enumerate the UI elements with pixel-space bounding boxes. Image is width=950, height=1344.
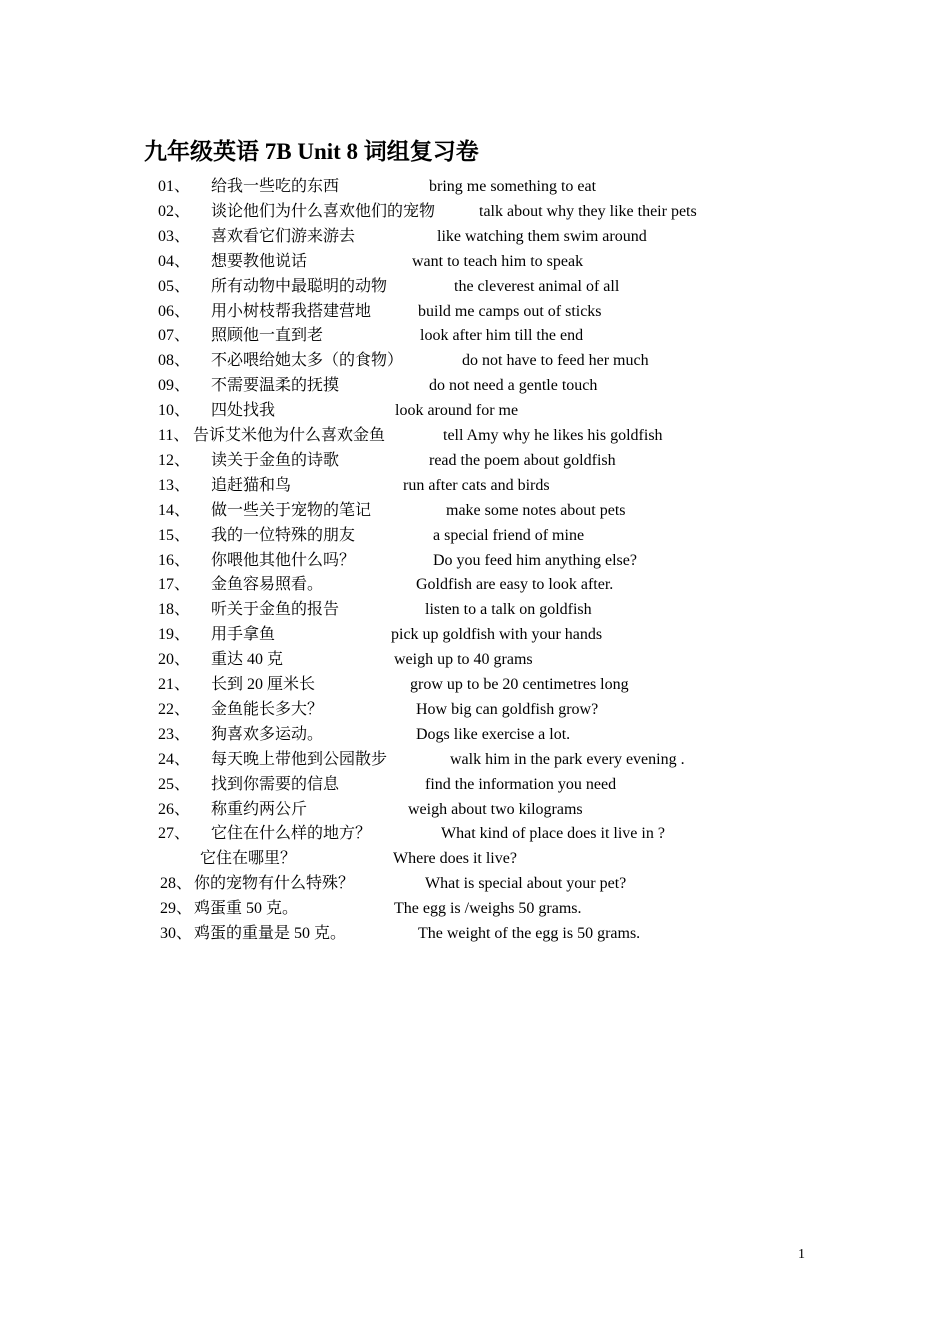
item-number: 30、: [160, 925, 193, 942]
item-number: 05、: [158, 277, 191, 295]
chinese-phrase: 听关于金鱼的报告: [211, 601, 340, 619]
list-item: [0, 299, 950, 324]
list-item: [0, 523, 950, 548]
chinese-phrase: 不需要温柔的抚摸: [211, 377, 340, 395]
item-number: 08、: [158, 352, 191, 370]
list-item: [0, 323, 950, 348]
chinese-phrase: 我的一位特殊的朋友: [211, 526, 356, 544]
item-number: 20、: [158, 651, 191, 669]
english-phrase: Do you feed him anything else?: [433, 551, 637, 569]
english-phrase: like watching them swim around: [437, 227, 647, 245]
item-number: 15、: [158, 526, 191, 544]
list-item: [0, 448, 950, 473]
chinese-phrase: 你的宠物有什么特殊？: [194, 875, 355, 893]
chinese-phrase: 它住在什么样的地方？: [211, 825, 372, 843]
english-phrase: The weight of the egg is 50 grams.: [418, 925, 641, 942]
english-phrase: read the poem about goldfish: [429, 451, 616, 469]
chinese-phrase: 用手拿鱼: [211, 626, 276, 644]
list-item: [0, 821, 950, 846]
chinese-phrase: 找到你需要的信息: [211, 775, 340, 793]
item-number: 29、: [160, 900, 193, 918]
list-item: [0, 423, 950, 448]
item-number: 10、: [158, 402, 191, 420]
list-item: [0, 348, 950, 373]
chinese-phrase: 喜欢看它们游来游去: [211, 227, 356, 245]
chinese-phrase: 金鱼能长多大？: [211, 700, 324, 718]
list-item: [0, 871, 950, 896]
chinese-phrase: 不必喂给她太多（的食物）: [211, 352, 404, 370]
item-number: 23、: [158, 725, 191, 743]
item-number: 12、: [158, 451, 191, 469]
english-phrase: Goldfish are easy to look after.: [416, 576, 614, 594]
chinese-phrase: 追赶猫和鸟: [211, 476, 292, 494]
chinese-phrase: 照顾他一直到老: [211, 327, 324, 345]
list-item: [0, 697, 950, 722]
chinese-phrase: 给我一些吃的东西: [211, 178, 340, 195]
item-number: 24、: [158, 750, 191, 768]
list-item: [0, 249, 950, 274]
list-item: [0, 373, 950, 398]
list-item: [0, 174, 950, 199]
list-item: [0, 647, 950, 672]
chinese-phrase: 重达 40 克: [211, 651, 284, 669]
list-item: [0, 498, 950, 523]
item-number: 18、: [158, 601, 191, 619]
chinese-phrase: 用小树枝帮我搭建营地: [211, 302, 372, 320]
list-item: [0, 772, 950, 797]
english-phrase: do not need a gentle touch: [429, 377, 598, 395]
english-phrase: How big can goldfish grow?: [416, 700, 599, 718]
item-number: 09、: [158, 377, 191, 395]
list-item: [0, 622, 950, 647]
item-number: 04、: [158, 252, 191, 270]
english-phrase: Dogs like exercise a lot.: [416, 725, 571, 743]
chinese-phrase: 鸡蛋的重量是 50 克。: [194, 925, 347, 942]
chinese-phrase: 所有动物中最聪明的动物: [211, 277, 388, 295]
english-phrase: weigh up to 40 grams: [394, 651, 533, 669]
english-phrase: What kind of place does it live in ?: [441, 825, 665, 843]
english-phrase: The egg is /weighs 50 grams.: [394, 900, 582, 918]
list-item: [0, 224, 950, 249]
english-phrase: bring me something to eat: [429, 178, 597, 195]
chinese-phrase: 金鱼容易照看。: [211, 576, 324, 594]
item-number: 22、: [158, 700, 191, 718]
english-phrase: want to teach him to speak: [412, 252, 584, 270]
chinese-phrase: 你喂他其他什么吗？: [211, 551, 356, 569]
chinese-phrase: 鸡蛋重 50 克。: [194, 900, 299, 918]
list-item: [0, 921, 950, 946]
english-phrase: grow up to be 20 centimetres long: [410, 676, 629, 693]
list-item: [0, 274, 950, 299]
list-item: [0, 722, 950, 747]
chinese-phrase: 做一些关于宠物的笔记: [211, 501, 372, 519]
english-phrase: build me camps out of sticks: [418, 302, 602, 320]
item-number: 03、: [158, 227, 191, 245]
item-number: 27、: [158, 825, 191, 843]
chinese-phrase: 称重约两公斤: [211, 800, 308, 818]
english-phrase: look around for me: [395, 402, 519, 420]
list-item: [0, 896, 950, 921]
list-item: [0, 398, 950, 423]
english-phrase: tell Amy why he likes his goldfish: [443, 427, 663, 444]
english-phrase: pick up goldfish with your hands: [391, 626, 603, 644]
english-phrase: What is special about your pet?: [425, 875, 627, 893]
list-item: [0, 199, 950, 224]
item-number: 06、: [158, 302, 191, 320]
list-item: [0, 672, 950, 697]
list-item: [0, 747, 950, 772]
english-phrase: find the information you need: [425, 775, 617, 793]
item-number: 28、: [160, 875, 193, 893]
chinese-phrase: 它住在哪里？: [200, 850, 297, 868]
item-number: 26、: [158, 800, 191, 818]
english-phrase: do not have to feed her much: [462, 352, 649, 370]
chinese-phrase: 四处找我: [211, 402, 276, 420]
item-number: 14、: [158, 501, 191, 519]
english-phrase: talk about why they like their pets: [479, 202, 697, 220]
list-item: [0, 846, 950, 871]
english-phrase: a special friend of mine: [433, 526, 585, 544]
chinese-phrase: 谈论他们为什么喜欢他们的宠物: [211, 202, 436, 220]
item-number: 17、: [158, 576, 191, 594]
english-phrase: look after him till the end: [420, 327, 584, 345]
page-number: 1: [798, 1247, 805, 1262]
item-number: 21、: [158, 676, 191, 693]
item-number: 07、: [158, 327, 191, 345]
chinese-phrase: 每天晚上带他到公园散步: [211, 750, 388, 768]
list-item: [0, 473, 950, 498]
english-phrase: listen to a talk on goldfish: [425, 601, 592, 619]
chinese-phrase: 想要教他说话: [211, 252, 308, 270]
item-number: 02、: [158, 202, 191, 220]
item-number: 13、: [158, 476, 191, 494]
item-number: 19、: [158, 626, 191, 644]
english-phrase: Where does it live?: [393, 850, 517, 868]
english-phrase: the cleverest animal of all: [454, 277, 620, 295]
page-title: 九年级英语 7B Unit 8 词组复习卷: [144, 139, 479, 164]
item-number: 25、: [158, 775, 191, 793]
item-number: 16、: [158, 551, 191, 569]
item-number: 11、: [158, 427, 190, 444]
list-item: [0, 797, 950, 822]
chinese-phrase: 长到 20 厘米长: [211, 676, 316, 693]
item-number: 01、: [158, 178, 191, 195]
chinese-phrase: 读关于金鱼的诗歌: [211, 451, 340, 469]
english-phrase: weigh about two kilograms: [408, 800, 583, 818]
list-item: [0, 572, 950, 597]
english-phrase: walk him in the park every evening .: [450, 750, 685, 768]
chinese-phrase: 告诉艾米他为什么喜欢金鱼: [193, 427, 386, 444]
chinese-phrase: 狗喜欢多运动。: [211, 725, 324, 743]
list-item: [0, 548, 950, 573]
list-item: [0, 597, 950, 622]
english-phrase: make some notes about pets: [446, 501, 626, 519]
english-phrase: run after cats and birds: [403, 476, 550, 494]
